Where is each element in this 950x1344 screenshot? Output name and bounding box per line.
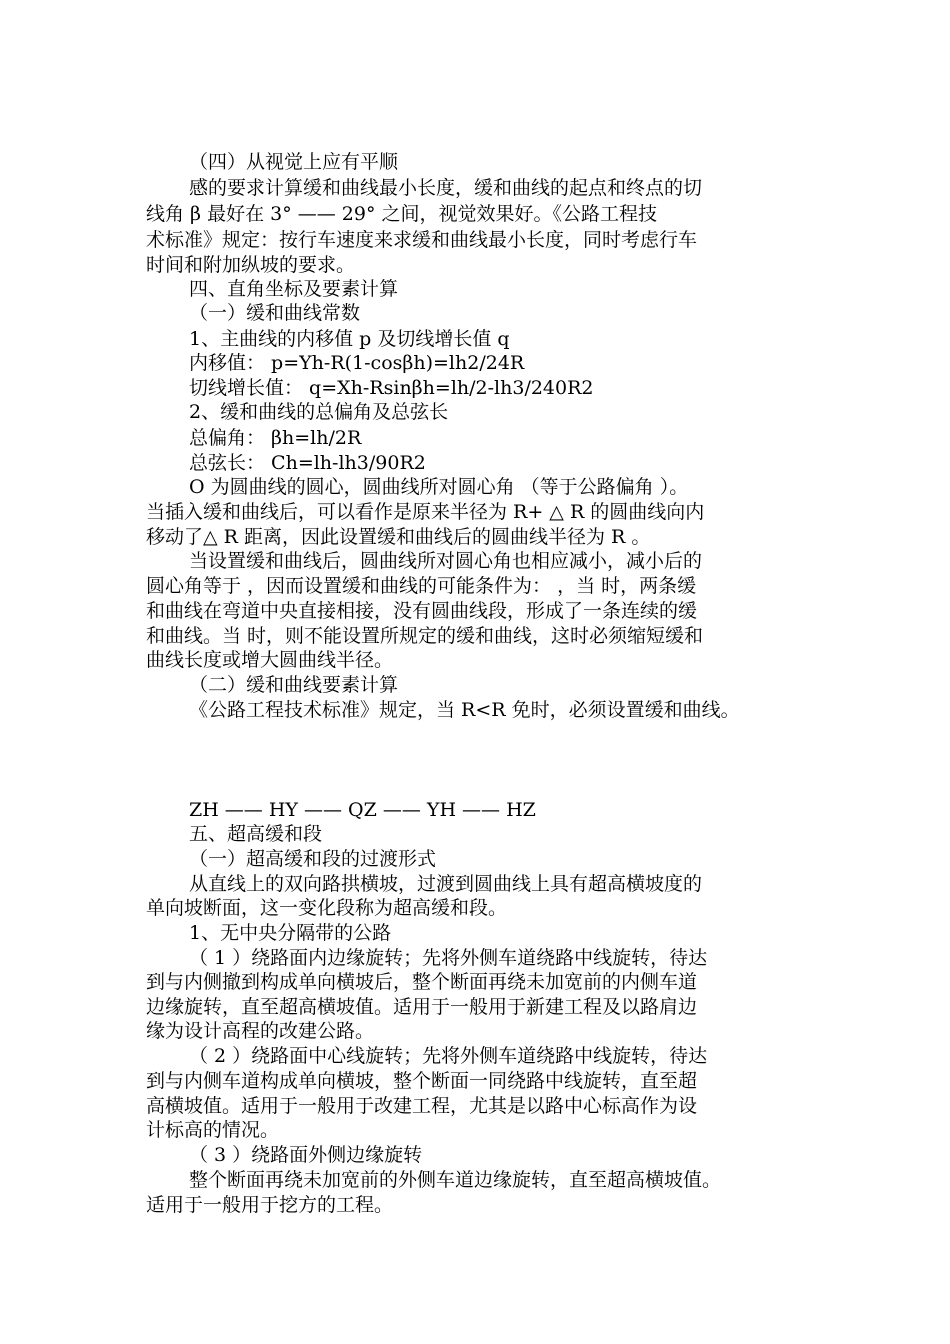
text-line: （ 2 ）绕路面中心线旋转；先将外侧车道绕路中线旋转，待达 [189,1045,708,1067]
text-line: 曲线长度或增大圆曲线半径。 [146,649,394,671]
text-line: 整个断面再绕未加宽前的外侧车道边缘旋转，直至超高横坡值。 [189,1169,722,1191]
text-line: 线角 β 最好在 3° —— 29° 之间，视觉效果好。《公路工程技 [146,203,657,225]
text-line: 2、缓和曲线的总偏角及总弦长 [189,401,449,423]
text-line: 高横坡值。适用于一般用于改建工程，尤其是以路中心标高作为设 [146,1095,698,1117]
text-line: 缘为设计高程的改建公路。 [146,1020,375,1042]
text-line: 和曲线。当 时，则不能设置所规定的缓和曲线，这时必须缩短缓和 [146,625,704,647]
text-line: （ 1 ）绕路面内边缘旋转；先将外侧车道绕路中线旋转，待达 [189,947,708,969]
text-line: （四）从视觉上应有平顺 [189,151,399,173]
text-line: 移动了△ R 距离，因此设置缓和曲线后的圆曲线半径为 R 。 [146,526,651,548]
subsection-heading: （一）超高缓和段的过渡形式 [189,848,437,870]
curve-points-line: ZH —— HY —— QZ —— YH —— HZ [189,799,536,821]
subsection-heading: （一）缓和曲线常数 [189,302,361,324]
text-line: O 为圆曲线的圆心，圆曲线所对圆心角 （等于公路偏角 ）。 [189,476,689,498]
subsection-heading: （二）缓和曲线要素计算 [189,674,399,696]
text-line: 1、主曲线的内移值 p 及切线增长值 q [189,328,510,350]
text-line: （ 3 ）绕路面外侧边缘旋转 [189,1144,423,1166]
text-line: 《公路工程技术标准》规定，当 R<R 免时，必须设置缓和曲线。 [189,699,740,721]
text-line: 到与内侧车道构成单向横坡，整个断面一同绕路中线旋转，直至超 [146,1070,698,1092]
text-line: 圆心角等于 ，因而设置缓和曲线的可能条件为： ，当 时，两条缓 [146,575,697,597]
text-line: 1、无中央分隔带的公路 [189,922,392,944]
formula-line: 总偏角： βh=lh/2R [189,427,362,449]
text-line: 当设置缓和曲线后，圆曲线所对圆心角也相应减小，减小后的 [189,550,703,572]
text-line: 计标高的情况。 [146,1119,280,1141]
text-line: 适用于一般用于挖方的工程。 [146,1194,394,1216]
text-line: 到与内侧撤到构成单向横坡后，整个断面再绕未加宽前的内侧车道 [146,971,698,993]
text-line: 单向坡断面，这一变化段称为超高缓和段。 [146,897,508,919]
text-line: 从直线上的双向路拱横坡，过渡到圆曲线上具有超高横坡度的 [189,873,703,895]
section-heading: 五、超高缓和段 [189,823,323,845]
text-line: 当插入缓和曲线后，可以看作是原来半径为 R+ △ R 的圆曲线向内 [146,501,705,523]
text-line: 感的要求计算缓和曲线最小长度，缓和曲线的起点和终点的切 [189,177,703,199]
text-line: 时间和附加纵坡的要求。 [146,254,356,276]
text-line: 术标准》规定：按行车速度来求缓和曲线最小长度，同时考虑行车 [146,229,698,251]
formula-line: 总弦长： Ch=lh-lh3/90R2 [189,452,426,474]
formula-line: 内移值： p=Yh-R(1-cosβh)=lh2/24R [189,352,525,374]
section-heading: 四、直角坐标及要素计算 [189,278,399,300]
formula-line: 切线增长值： q=Xh-Rsinβh=lh/2-lh3/240R2 [189,377,594,399]
text-line: 边缘旋转，直至超高横坡值。适用于一般用于新建工程及以路肩边 [146,996,698,1018]
text-line: 和曲线在弯道中央直接相接，没有圆曲线段，形成了一条连续的缓 [146,600,698,622]
